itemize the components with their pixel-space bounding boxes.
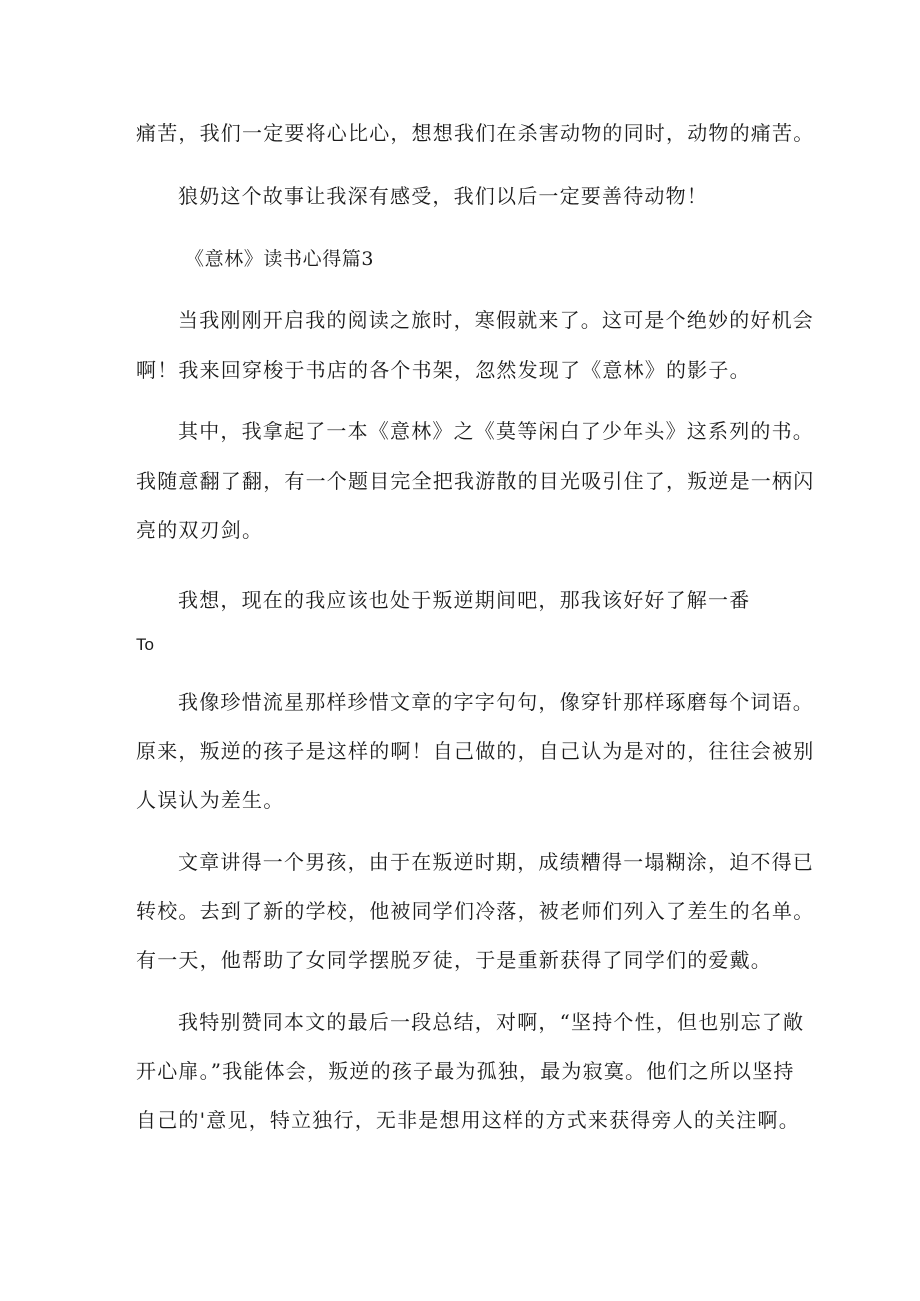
text-line: 自己的'意见，特立独行，无非是想用这样的方式来获得旁人的关注啊。 bbox=[136, 1108, 800, 1132]
text-line: 当我刚刚开启我的阅读之旅时，寒假就来了。这可是个绝妙的好机会 bbox=[178, 308, 814, 332]
text-line: 开心扉。”我能体会，叛逆的孩子最为孤独，最为寂寞。他们之所以坚持 bbox=[136, 1059, 795, 1083]
text-line: 痛苦，我们一定要将心比心，想想我们在杀害动物的同时，动物的痛苦。 bbox=[136, 121, 815, 145]
text-line: 我想，现在的我应该也处于叛逆期间吧，那我该好好了解一番 bbox=[178, 588, 751, 612]
text-line: 啊！我来回穿梭于书店的各个书架，忽然发现了《意林》的影子。 bbox=[136, 358, 751, 382]
text-line: 有一天，他帮助了女同学摆脱歹徒，于是重新获得了同学们的爱戴。 bbox=[136, 948, 772, 972]
text-line: 人误认为差生。 bbox=[136, 788, 285, 812]
text-line: 亮的双刃剑。 bbox=[136, 518, 264, 542]
section-heading: 《意林》读书心得篇3 bbox=[185, 248, 375, 270]
text-line: 狼奶这个故事让我深有感受，我们以后一定要善待动物！ bbox=[178, 184, 708, 208]
text-line: 文章讲得一个男孩，由于在叛逆时期，成绩糟得一塌糊涂，迫不得已 bbox=[178, 850, 814, 874]
text-line: 其中，我拿起了一本《意林》之《莫等闲白了少年头》这系列的书。 bbox=[178, 419, 814, 443]
stray-text: To bbox=[136, 635, 154, 654]
text-line: 我随意翻了翻，有一个题目完全把我游散的目光吸引住了，叛逆是一柄闪 bbox=[136, 469, 815, 493]
text-line: 我特别赞同本文的最后一段总结，对啊，“坚持个性，但也别忘了敞 bbox=[178, 1010, 805, 1034]
text-line: 转校。去到了新的学校，他被同学们冷落，被老师们列入了差生的名单。 bbox=[136, 899, 815, 923]
text-line: 我像珍惜流星那样珍惜文章的字字句句，像穿针那样琢磨每个词语。 bbox=[178, 690, 814, 714]
text-line: 原来，叛逆的孩子是这样的啊！自己做的，自己认为是对的，往往会被别 bbox=[136, 739, 815, 763]
